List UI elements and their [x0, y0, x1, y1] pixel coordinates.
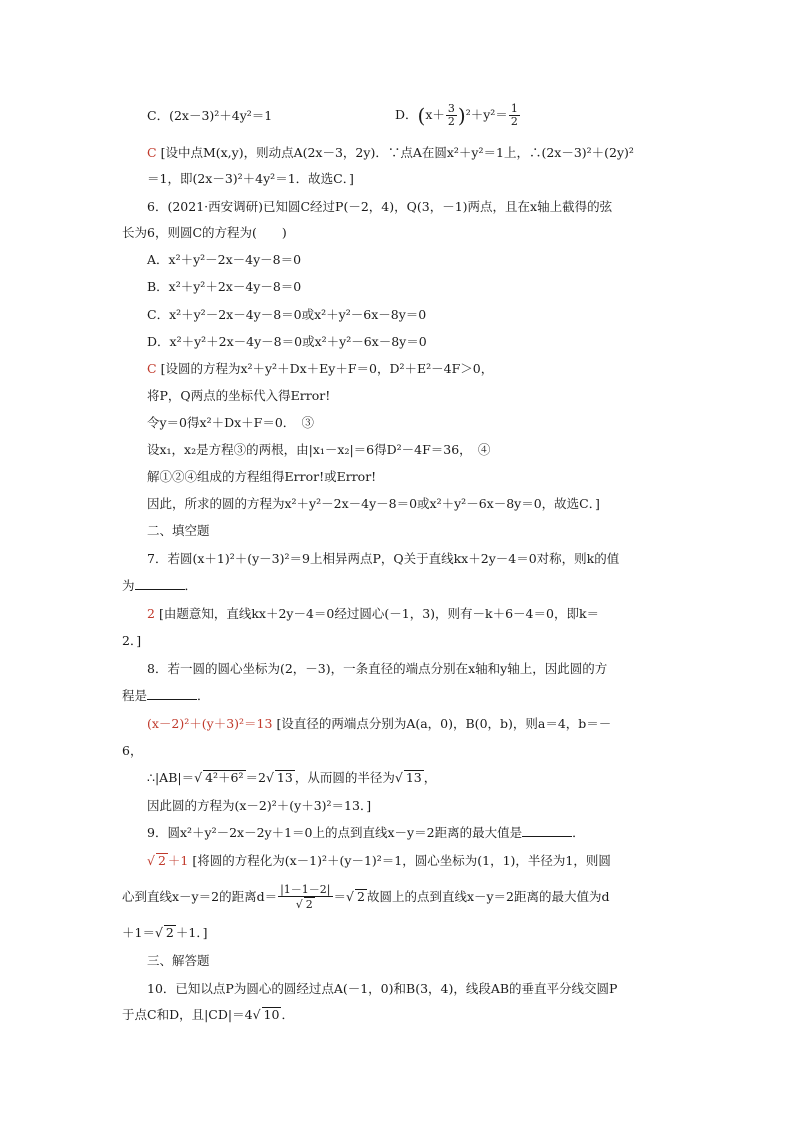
q5-option-d-frac: $\frac{3}{2}$ — [447, 102, 455, 128]
q5-option-d: D．(x＋ $\frac{3}{2}$ )²＋y²＝ $\frac{1}{2}$ — [395, 102, 518, 128]
q9-explanation-1: √ 2 ＋1 [将圆的方程化为(x－1)²＋(y－1)²＝1，圆心坐标为(1，1)，半径为1，则圆 — [147, 853, 611, 868]
q6-stem-1: 6．(2021·西安调研)已知圆C经过P(－2，4)，Q(3，－1)两点，且在x轴上截得的弦 — [147, 199, 613, 214]
q9-stem: 9．圆x²＋y²－2x－2y＋1＝0上的点到直线x－y＝2距离的最大值是 ． — [147, 825, 585, 840]
q6-explanation-5: 解①②④组成的方程组得Error!或Error! — [147, 469, 377, 484]
q8-explanation-1b: 6， — [122, 743, 143, 758]
q6-option-a: A．x²＋y²－2x－4y－8＝0 — [147, 252, 302, 267]
q7-answer: 2 — [147, 606, 155, 621]
q8-answer-blank — [147, 687, 197, 700]
q6-explanation-6: 因此，所求的圆的方程为x²＋y²－2x－4y－8＝0或x²＋y²－6x－8y＝0，故选C．] — [147, 496, 600, 511]
q8-explanation-3: 因此圆的方程为(x－2)²＋(y＋3)²＝13．] — [147, 798, 372, 813]
q5-option-d-x: x＋ — [425, 107, 445, 122]
q5-option-d-label: D． — [395, 107, 418, 122]
q7-answer-blank — [135, 577, 185, 590]
section-solution: 三、解答题 — [147, 953, 210, 968]
q10-stem-1: 10．已知以点P为圆心的圆经过点A(－1，0)和B(3，4)，线段AB的垂直平分线交圆P — [147, 981, 618, 996]
q8-explanation-1: (x－2)²＋(y＋3)²＝13 [设直径的两端点分别为A(a，0)，B(0，b)，则a＝4，b＝－ — [147, 716, 612, 731]
q9-distance-frac: $\frac{|1-1-2|}{√ 2}$ — [280, 882, 331, 911]
q9-explanation-3: ＋1＝√ 2 ＋1．] — [122, 925, 208, 940]
q9-answer-blank — [522, 824, 572, 837]
q6-stem-2: 长为6，则圆C的方程为( ) — [122, 225, 287, 240]
section-fill-in: 二、填空题 — [147, 523, 210, 538]
q7-explanation-1: 2 [由题意知，直线kx＋2y－4＝0经过圆心(－1，3)，则有－k＋6－4＝0，即k＝ — [147, 606, 600, 621]
q6-explanation-2: 将P，Q两点的坐标代入得Error! — [147, 388, 331, 403]
q8-answer: (x－2)²＋(y＋3)²＝13 — [147, 716, 273, 731]
q7-stem-1: 7．若圆(x＋1)²＋(y－3)²＝9上相异两点P，Q关于直线kx＋2y－4＝0对称，则k的值 — [147, 551, 620, 566]
q7-explanation-2: 2．] — [122, 633, 142, 648]
q5-option-c: C．(2x－3)²＋4y²＝1 — [147, 108, 273, 123]
q8-stem-1: 8．若一圆的圆心坐标为(2，－3)，一条直径的端点分别在x轴和y轴上，因此圆的方 — [147, 661, 608, 676]
q9-answer: √ 2 ＋1 — [147, 853, 189, 868]
q6-explanation-4: 设x₁，x₂是方程③的两根，由|x₁－x₂|＝6得D²－4F＝36， ④ — [147, 442, 491, 457]
q6-explanation-3: 令y＝0得x²＋Dx＋F＝0． ③ — [147, 415, 315, 430]
q8-stem-2: 程是 ． — [122, 688, 210, 703]
q10-stem-2: 于点C和D，且|CD|＝4√ 10 ． — [122, 1007, 294, 1022]
q5-option-d-rfrac: $\frac{1}{2}$ — [510, 102, 518, 128]
q5-explanation-1: C [设中点M(x,y)，则动点A(2x－3，2y)．∵点A在圆x²＋y²＝1上，∴(2x－3)²＋(2y)² — [147, 145, 634, 160]
q5-explanation-2: ＝1，即(2x－3)²＋4y²＝1．故选C．] — [147, 171, 354, 186]
q6-option-b: B．x²＋y²＋2x－4y－8＝0 — [147, 279, 302, 294]
q6-option-d: D．x²＋y²＋2x－4y－8＝0或x²＋y²－6x－8y＝0 — [147, 334, 427, 349]
q8-explanation-2: ∴|AB|＝√ 4²＋6² ＝2√ 13 ，从而圆的半径为√ 13 ， — [147, 770, 437, 785]
q6-explanation-1: C [设圆的方程为x²＋y²＋Dx＋Ey＋F＝0，D²＋E²－4F＞0， — [147, 361, 494, 376]
q6-option-c: C．x²＋y²－2x－4y－8＝0或x²＋y²－6x－8y＝0 — [147, 307, 427, 322]
q7-stem-2: 为 ． — [122, 578, 198, 593]
q5-option-d-rest: ²＋y²＝ — [465, 107, 508, 122]
q9-explanation-2: 心到直线x－y＝2的距离d＝ $\frac{|1-1-2|}{√ 2}$ ＝√ 2 故圆上的点到直线x－y＝2距离的最大值为d — [122, 882, 610, 911]
q6-answer: C — [147, 361, 157, 376]
q5-answer: C — [147, 145, 157, 160]
